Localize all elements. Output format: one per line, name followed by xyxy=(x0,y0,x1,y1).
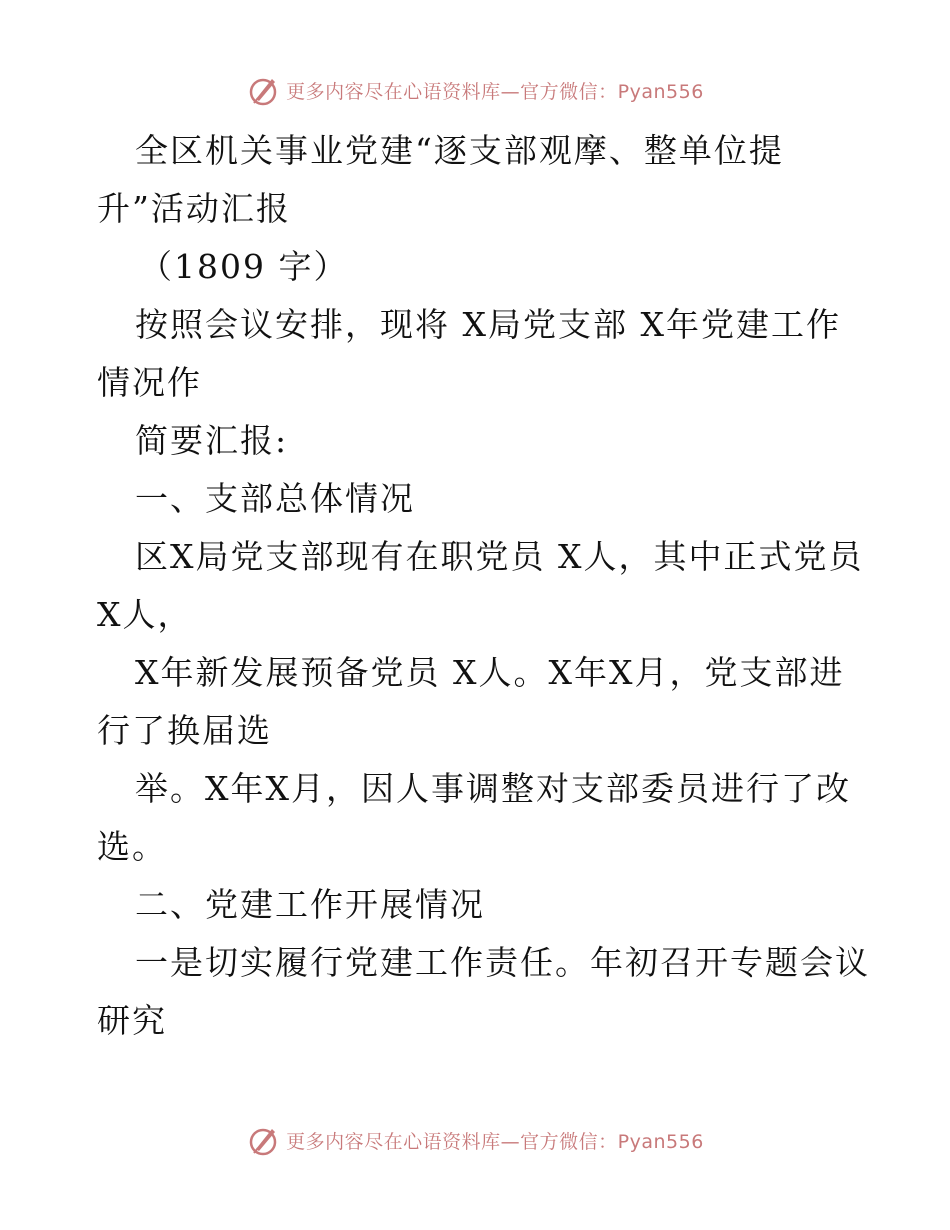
paragraph-line: 简要汇报: xyxy=(135,421,289,460)
paragraph-line: 按照会议安排，现将 X局党支部 X年党建工作 xyxy=(135,305,841,344)
paragraph-line: 区X局党支部现有在职党员 X人，其中正式党员 xyxy=(135,537,864,576)
section-heading: 二、党建工作开展情况 xyxy=(135,885,485,924)
section-heading: 一、支部总体情况 xyxy=(135,479,415,518)
header-watermark xyxy=(0,70,950,110)
paragraph-line: X人， xyxy=(97,595,193,634)
paragraph-line: 选。 xyxy=(97,827,167,866)
paragraph-line: 研究 xyxy=(97,1001,167,1040)
word-count: （1809 字） xyxy=(139,247,349,286)
footer-watermark-text: 更多内容尽在心语资料库—官方微信：Pyan556 xyxy=(286,1130,704,1153)
doc-title-line-2: 升”活动汇报 xyxy=(97,189,291,228)
footer-watermark xyxy=(0,1120,950,1160)
footer-watermark-inner xyxy=(246,1123,704,1157)
header-watermark-inner xyxy=(246,73,704,107)
paragraph-line: 行了换届选 xyxy=(97,711,272,750)
document-body xyxy=(97,122,870,1050)
quill-pen-icon xyxy=(246,73,280,107)
quill-pen-icon xyxy=(246,1123,280,1157)
header-watermark-text: 更多内容尽在心语资料库—官方微信：Pyan556 xyxy=(286,80,704,103)
paragraph-line: 情况作 xyxy=(97,363,202,402)
doc-title-line-1: 全区机关事业党建“逐支部观摩、整单位提 xyxy=(135,131,784,170)
paragraph-line: X年新发展预备党员 X人。X年X月，党支部进 xyxy=(135,653,845,692)
paragraph-line: 一是切实履行党建工作责任。年初召开专题会议 xyxy=(135,943,870,982)
paragraph-line: 举。X年X月，因人事调整对支部委员进行了改 xyxy=(135,769,851,808)
